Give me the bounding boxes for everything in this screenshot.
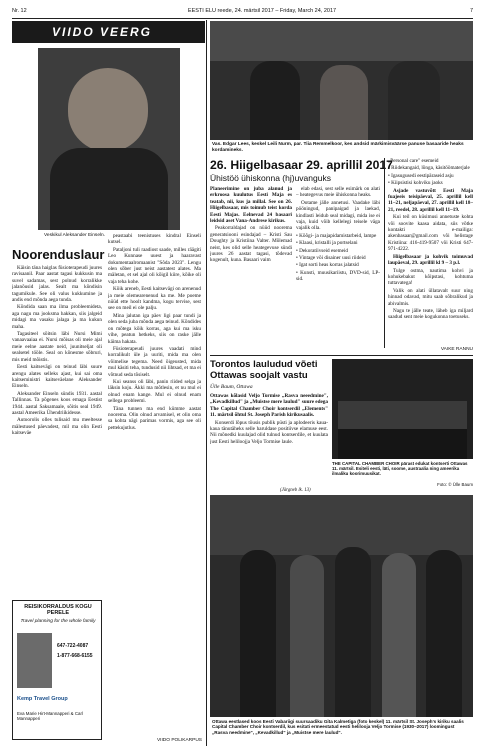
paragraph: Kõndida saan ma ilma probleemideta, aga nagu ma jooksma hakkan, siis jalgeid midagi ma vasaku jalaga ja ma kukun maha.: [12, 304, 102, 330]
concert-body: [210, 393, 328, 493]
list-item: • Vintage või disainer uusi riideid: [296, 255, 366, 262]
paragraph: Planeerimine on juba alanud ja erkroosa kuulutus Eesti Maja es teatab, nii, kus ja millal. See on 26. Hiigelbasaar, mis toimub teist korda Eesti Majas. Eelnevad 24 basaari leidsid aset Vana-Andrese kirikus.: [210, 186, 292, 225]
choir-photo-caption: THE CAPITAL CHAMBER CHOIR pärast edukat kontserti Ottawas 11. märtsil. Esiteli eesti, läti, soome, austraalia ning ameerika ilmaliku koorimuusikat.: [332, 461, 468, 477]
list-item: • Dekoratiivseid esemeid: [296, 247, 348, 254]
paragraph: Füsioterapeudi juures vaadati mind korralikult üle ja uuriti, mida ma olen võimelise tegema. Need õigeusted, mida mul käsiti teha, tundusid nii lihtsad, et ma ei võtnud seda tõsiselt.: [108, 345, 201, 378]
list-item: • Kiipsistisi kohviku jaoks: [388, 180, 443, 187]
paragraph: Kui teil on küsimusi annetuste kohta või soovite kaasa aidata, siis võtke kontakti e-mailiga: akenbasaar@gmail.com või helistage Kristiina: 416-419-9507 või Kristi 647-971-4222.: [388, 214, 473, 253]
ad-contact: Eva Marie Hirt-Mannapperi & Carl Mannapperi: [17, 711, 83, 722]
continued-note: (Järgneb lk. 13): [280, 488, 311, 493]
list-item: „Personal care" esemeid: [388, 158, 439, 164]
bottom-photo-caption: Ottawa eestlased koos Eesti Vabariigi suursaadiku Gita Kalmetiga (foto keskel) 11. märtsil St. Joseph's kiriku saalis Capital Chamber Choir kontserdil, kus esitati ermeestatud eesti helilooja Veljo Tormise (1930–2017) loomingust „Rasva needmine", „Kevadkillud" ja „Muistse mere laulud".: [212, 719, 464, 735]
paragraph: Mina jalutan iga päev ligi paar tundi ja olen seda juba mõnda aega teinud. Kõndides on mõtega kõik korras, aga kui ma isku vihe, peatun hetkeks, siis on raske jälle käima hakata.: [108, 312, 201, 345]
paragraph: peastaabi teenistuses kindral Einseli kutsel.: [108, 233, 201, 246]
list-item: • Igat sorti heas korras jalatsid: [296, 262, 359, 269]
basaar-col-3: [388, 158, 473, 346]
ad-phone-2: 1-877-668-6155: [57, 653, 93, 659]
ad-subheadline: Travel planning for the whole family: [20, 619, 96, 624]
paragraph: Valik on alati üllatavalt suur ning hinnad odavad, mitu saab sõbralikud ja abivalmis.: [388, 287, 473, 307]
left-article-col-1: [12, 265, 102, 595]
basaar-subheadline: Ühistöö ühiskonna (hj)uvanguks: [210, 173, 331, 183]
ad-image: [17, 633, 52, 688]
paragraph: Autoorolis olles tulisaid mu meeltesse mälestused päevadest, mil ma olin Eesti kaitseväe: [12, 417, 102, 437]
ad-phone-1: 647-722-4087: [57, 643, 89, 649]
list-item: • Kunsti, muusikariistu, DVD-sid, LP-sid.: [296, 269, 380, 283]
ad-headline: REISIKORRALDUS KOGU PERELE: [24, 604, 92, 617]
bottom-photo: [210, 495, 473, 717]
paragraph: Pataljoni tuli raadiost saade, milles räägiti Leo Kunnase uuest ja haaravast dokumentaalromaanist "Sõda 2023". Lengu olen sõber just neist aastatest alates. Ma mäletan, et sel ajal oli kõigil kiire, kõike oli vaja teha kohe.: [108, 246, 201, 285]
top-photo-caption: Vas. Edgar Lees, keskel Leili Nurm, par. Tiia Remmelkoor, kes andsid märkimisväärse panuse basaaride heaks kordamineks.: [212, 142, 464, 153]
choir-photo-credit: Foto: © Ülle Baum: [437, 482, 473, 487]
paragraph: Tulge ostma, nautima kohvi ja kohukebakut kõipstasi, kohtuma tuttavatega!: [388, 267, 473, 287]
paragraph: Täna tunnen ma end kümme aastat noorema. Olin olnud arvamisel, et olin oma sa kohta nägi parimas vormis, aga see oli pettekujutlus.: [108, 405, 201, 431]
paragraph: Asjade vastuvõtt Eesti Maja fuajeeis teisipäeval, 25. aprillil kell 11–21, neljapäeval, 27. aprillil kell 18–21, reedel, 28. aprillil kell 11–19.: [388, 187, 473, 213]
basaar-col-2: [296, 186, 380, 351]
basaar-headline: 26. Hiigelbasaar 29. aprillil 2017: [210, 158, 393, 172]
lead-paragraph: Ottawas kõlasid Veljo Tormise „Rasva neeedmine", „Kevadkillud" ja „Muistse mere laulud" suure edega The Capital Chamber Choir kontserdil „Elements" 11. märtsil õhtul St. Joseph Parish kirikusaalis.: [210, 393, 328, 419]
list-item: • Igasugusedi eestipäraseid asju: [388, 172, 454, 179]
page-number-left: Nr. 12: [12, 8, 27, 14]
ad-brand: Kemp Travel Group: [17, 696, 68, 702]
left-signature: VIIDO POLIKARPUS: [156, 738, 202, 743]
list-item: • Kõõgi- ja majapidamistarbeid, lampe: [296, 232, 377, 239]
paragraph: Kõik areneb, Eesti kaitsevägi on arenenud ja meie olemearenenud ka me. Me poeme nüüd ette hoolt kandma, kogu tervise, sest see on meil ei ole palju.: [108, 286, 201, 312]
paragraph: Käisin täna haiglas füsioterapeudi juures ravisaanil. Paar aastat tagasi kukkusin ma suvel sadamas, sest polnud korralikke jalanõusid jalas. Sealt ma kõndisin tagumikule. See oli valus kukkumine ja andis end mõnda aega tunda.: [12, 265, 102, 304]
author-caption: Veskikul Aleksander Einseln.: [44, 233, 106, 238]
page-header: [12, 8, 473, 18]
top-photo: [210, 21, 473, 140]
list-item: • Klaasi, kristalli ja portselani: [296, 240, 358, 247]
paragraph: Aleksander Einseln sündis 1931. aastal Tallinnas. Ta põgenes koos emaga Eestist 1944. aastal Saksamaale, sõitis seal 1949. aastal Ameerika Ühendriikidesse.: [12, 390, 102, 416]
masthead: EESTI ELU reede, 24. märtsil 2017 – Friday, March 24, 2017: [187, 8, 337, 14]
list-item: • Riidekangaid, lõnga, käsitöömaterjale: [388, 165, 470, 172]
paragraph: Ootame jälle annetusi. Vaadake läbi pööningud, panipaigad ja laekad, kindlasti leidub seal midagi, mida ise ei vaja, kuid võib kellelegi teisele väga vajalik olla.: [296, 199, 380, 232]
paragraph: Nagu te jälle teate, läheb iga miljard saadud sent meie kogukonna toetuseks.: [388, 307, 473, 321]
paragraph: Kui seanss oli läbi, panin riided selga ja läksin koju. Äkki ma mõtlesin, et nu mul ei olnud enam kange. Mul ei olnud enam sellega probleemi.: [108, 378, 201, 405]
left-article-col-2: [108, 233, 201, 711]
basaar-col-1: [210, 186, 292, 351]
paragraph: Eesti kaitsevägi on teinud läbi suure arengu alates selleks ajast, kui sai oma kaitseministri kaitseväelane Aleksander Einseln.: [12, 364, 102, 390]
author-photo: [38, 48, 180, 230]
paragraph: Peakorraldajad on nüüd noorema generatsiooni esindajad – Kristi Sau Doughty ja Kristiina Valter. Mõlemad neist, kes olid selle heategevuse sündi juures 26 aastat tagasi, tõdevad kogenult, kuna. Basaari vaim: [210, 225, 292, 264]
concert-byline: Ülle Baum, Ottawa: [210, 384, 253, 390]
concert-headline: Torontos lauludud võeti Ottawas soojalt vastu: [210, 359, 318, 381]
travel-ad: [12, 600, 102, 740]
paragraph: Konserdi lõpus tõusis publik püsti ja aplodeeris kaua-kaua tänutäheks selle haruldase positiivse elamuse eest. Nii mõnedki kuulajad olid tulnud kontserdile, et kuulata just Eesti heliloojja Veljo Tormise laule.: [210, 419, 328, 445]
paragraph: Tagasiteel sõitsin läbi Nursi Mimi vanaavaaiaa ei. Nursi mõisas oli meie ajal meie eelne aastate neid, juunitseljat oli sealsetel tööle. Seal on kõnesme sõbruri, mis meid mõistis.: [12, 331, 102, 363]
paragraph: Hiigelbasaar ja kohvik toimuvad laupäeval, 29. aprillil kl 9 – 3 p.l.: [388, 253, 473, 267]
page-number-right: 7: [469, 8, 473, 14]
column-banner-title: VIIDO VEERG: [52, 25, 153, 39]
basaar-signature: VAIKE RANNU: [440, 347, 473, 352]
paragraph: elab edasi, sest selle esimärk on alati – heategevus meie ühiskonna heaks.: [296, 186, 380, 199]
left-headline: Noorenduslaur: [12, 247, 105, 262]
choir-photo: [332, 359, 473, 459]
column-banner: [12, 21, 205, 43]
